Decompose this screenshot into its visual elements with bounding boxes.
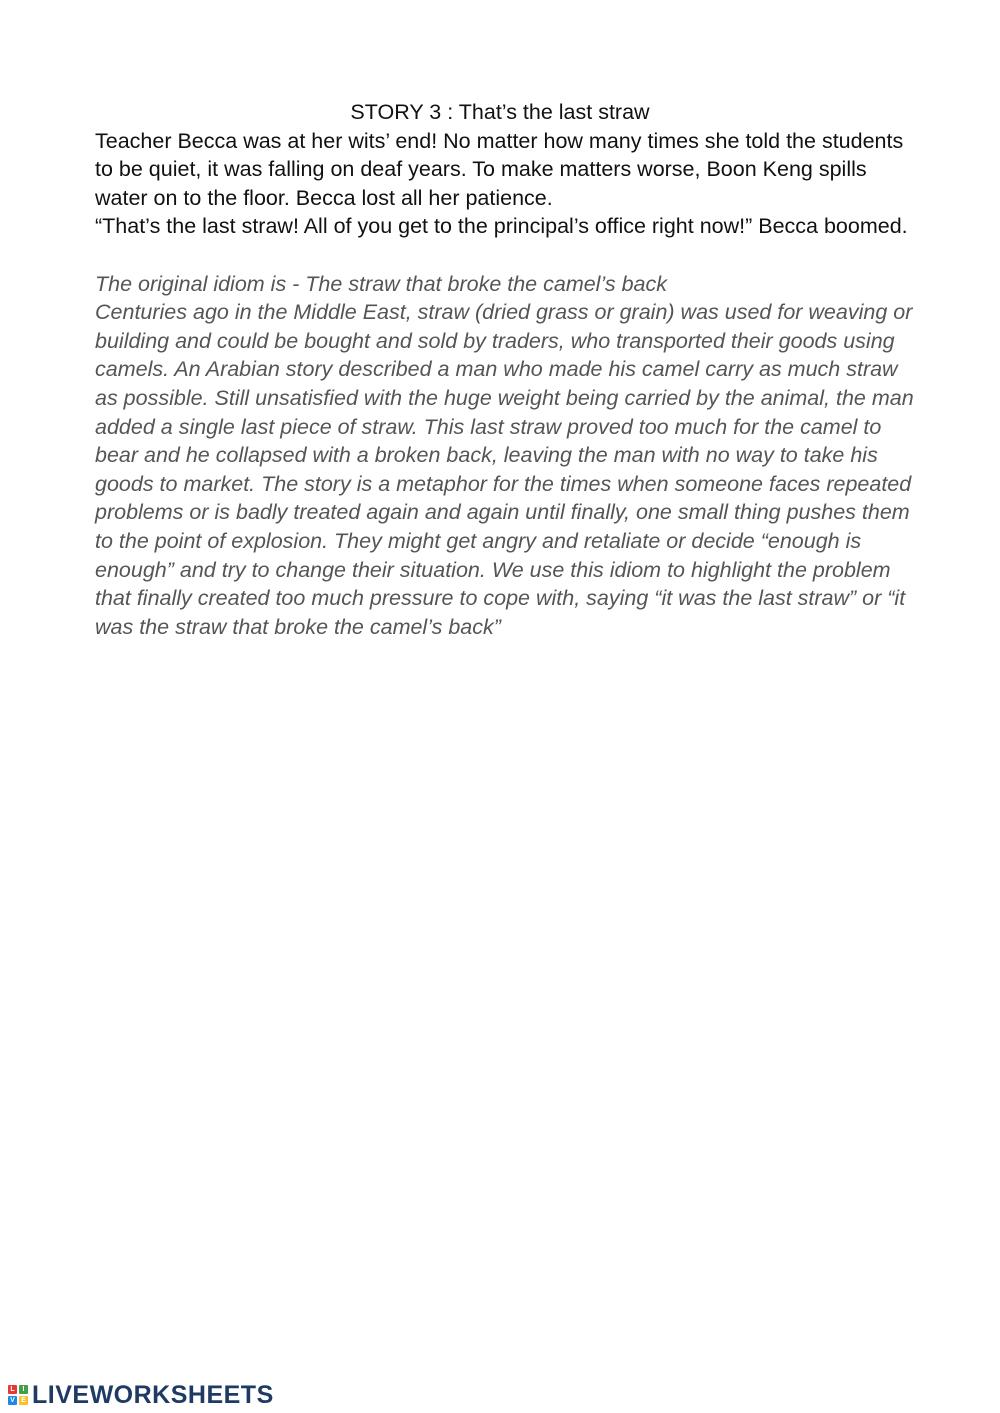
logo-letter: L xyxy=(8,1385,17,1394)
logo-letter: I xyxy=(19,1385,28,1394)
idiom-explanation: Centuries ago in the Middle East, straw (dried grass or grain) was used for weaving or building and could be bought and sold by traders, who transported their goods using camels. An Arabian story described a man who made his camel carry as much straw as possible. Still unsatisfied with the huge weight being carried by the animal, the man added a single last piece of straw. This last straw proved too much for the camel to bear and he collapsed with a broken back, leaving the man with no way to take his goods to market. The story is a metaphor for the times when someone faces repeated problems or is badly treated again and again until finally, one small thing pushes them to the point of explosion. They might get angry and retaliate or decide “enough is enough” and try to change their situation. We use this idiom to highlight the problem that finally created too much pressure to cope with, saying “it was the last straw” or “it was the straw that broke the camel’s back” xyxy=(95,300,914,639)
logo-text: LIVEWORKSHEETS xyxy=(32,1380,274,1409)
spacer xyxy=(95,241,915,270)
story-section xyxy=(95,127,915,241)
logo-letter: V xyxy=(8,1396,17,1405)
logo-letter: E xyxy=(19,1396,28,1405)
idiom-section xyxy=(95,270,915,642)
story-paragraph: “That’s the last straw! All of you get to the principal’s office right now!” Becca boomed. xyxy=(95,214,908,239)
liveworksheets-logo[interactable] xyxy=(8,1380,274,1410)
story-paragraph: Teacher Becca was at her wits’ end! No matter how many times she told the students to be quiet, it was falling on deaf years. To make matters worse, Boon Keng spills water on to the floor. Becca lost all her patience. xyxy=(95,128,904,210)
idiom-heading: The original idiom is - The straw that broke the camel’s back xyxy=(95,271,667,296)
logo-mark-icon xyxy=(8,1385,28,1405)
page-title: STORY 3 : That’s the last straw xyxy=(350,100,650,124)
worksheet-page xyxy=(95,98,915,641)
